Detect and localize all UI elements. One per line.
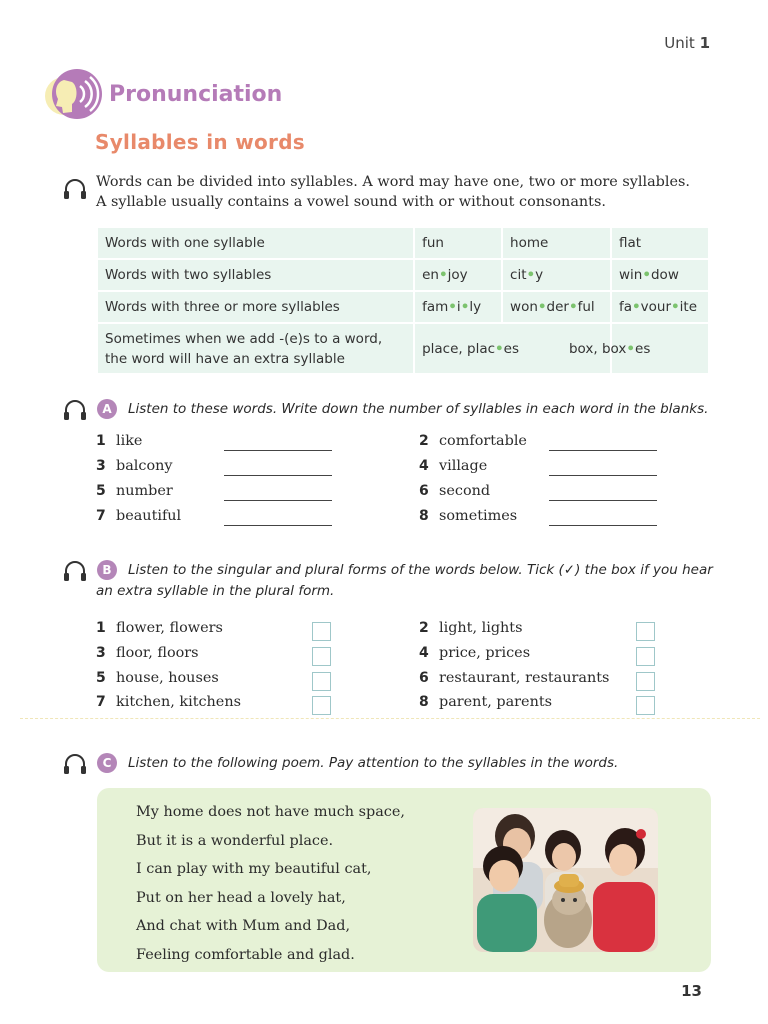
list-item: 7 kitchen, kitchens	[96, 694, 241, 710]
example-word: home	[502, 227, 611, 259]
answer-blank[interactable]	[224, 450, 332, 451]
example-word: flat	[611, 227, 708, 259]
row-label: Words with one syllable	[97, 227, 414, 259]
table-row	[97, 291, 708, 323]
list-item: 2 light, lights	[419, 620, 523, 636]
row-label: Words with three or more syllables	[97, 291, 414, 323]
table-row	[97, 259, 708, 291]
poem-line: Put on her head a lovely hat,	[136, 889, 346, 906]
section-divider	[20, 718, 760, 719]
tick-checkbox[interactable]	[636, 622, 655, 641]
family-with-cat-photo	[473, 808, 658, 952]
list-item: 2 comfortable	[419, 433, 527, 449]
poem-line: Feeling comfortable and glad.	[136, 946, 355, 963]
exercise-c-instruction: Listen to the following poem. Pay attention to the syllables in the words.	[128, 755, 619, 771]
page-number: 13	[681, 982, 702, 1000]
example-word: won•der•ful	[502, 291, 611, 323]
exercise-b-badge: B	[97, 560, 117, 580]
example-word: fun	[414, 227, 502, 259]
list-item: 4 village	[419, 458, 488, 474]
list-item: 3 floor, floors	[96, 645, 199, 661]
tick-checkbox[interactable]	[312, 647, 331, 666]
list-item: 6 second	[419, 483, 491, 499]
answer-blank[interactable]	[549, 475, 657, 476]
tick-checkbox[interactable]	[312, 696, 331, 715]
answer-blank[interactable]	[224, 525, 332, 526]
list-item: 1 flower, flowers	[96, 620, 223, 636]
list-item: 4 price, prices	[419, 645, 531, 661]
answer-blank[interactable]	[549, 525, 657, 526]
exercise-a-badge: A	[97, 399, 117, 419]
exercise-c-badge: C	[97, 753, 117, 773]
exercise-a-instruction: Listen to these words. Write down the number of syllables in each word in the blanks.	[128, 401, 709, 417]
intro-text: Words can be divided into syllables. A word may have one, two or more syllables. A syllable usually contains a vowel sound with or without consonants.	[96, 174, 690, 210]
tick-checkbox[interactable]	[312, 672, 331, 691]
answer-blank[interactable]	[224, 500, 332, 501]
example-word: box, box•es	[611, 323, 708, 373]
answer-blank[interactable]	[549, 450, 657, 451]
exercise-b-instruction: an extra syllable in the plural form.	[96, 583, 335, 599]
tick-checkbox[interactable]	[312, 622, 331, 641]
syllable-table	[96, 226, 708, 373]
example-word: place, plac•es	[414, 323, 611, 373]
poem-line: My home does not have much space,	[136, 804, 405, 820]
answer-blank[interactable]	[224, 475, 332, 476]
tick-checkbox[interactable]	[636, 696, 655, 715]
example-word: win•dow	[611, 259, 708, 291]
headphones-icon[interactable]	[62, 559, 88, 583]
poem-line: I can play with my beautiful cat,	[136, 861, 372, 878]
example-word: fam•i•ly	[414, 291, 502, 323]
table-row	[97, 227, 708, 259]
table-row	[97, 323, 708, 373]
headphones-icon[interactable]	[62, 177, 88, 201]
list-item: 8 parent, parents	[419, 694, 553, 710]
list-item: 7 beautiful	[96, 508, 182, 524]
list-item: 5 house, houses	[96, 670, 219, 686]
poem-line: But it is a wonderful place.	[136, 832, 334, 849]
row-label: Sometimes when we add -(e)s to a word, the word will have an extra syllable	[97, 323, 414, 373]
list-item: 8 sometimes	[419, 508, 518, 524]
tick-checkbox[interactable]	[636, 672, 655, 691]
tick-checkbox[interactable]	[636, 647, 655, 666]
row-label: Words with two syllables	[97, 259, 414, 291]
example-word: en•joy	[414, 259, 502, 291]
speaking-head-icon	[44, 66, 104, 124]
list-item: 1 like	[96, 433, 143, 449]
example-word: cit•y	[502, 259, 611, 291]
subsection-title: Syllables in words	[95, 130, 306, 154]
unit-label: Unit 1	[664, 34, 710, 52]
poem-line: And chat with Mum and Dad,	[136, 918, 351, 935]
answer-blank[interactable]	[549, 500, 657, 501]
headphones-icon[interactable]	[62, 752, 88, 776]
poem-text	[136, 798, 405, 970]
list-item: 3 balcony	[96, 458, 173, 474]
list-item: 6 restaurant, restaurants	[419, 670, 610, 686]
headphones-icon[interactable]	[62, 398, 88, 422]
section-title: Pronunciation	[109, 82, 283, 107]
example-word: fa•vour•ite	[611, 291, 708, 323]
list-item: 5 number	[96, 483, 173, 499]
exercise-b-instruction: Listen to the singular and plural forms of the words below. Tick (✓) the box if you hear	[128, 562, 713, 578]
